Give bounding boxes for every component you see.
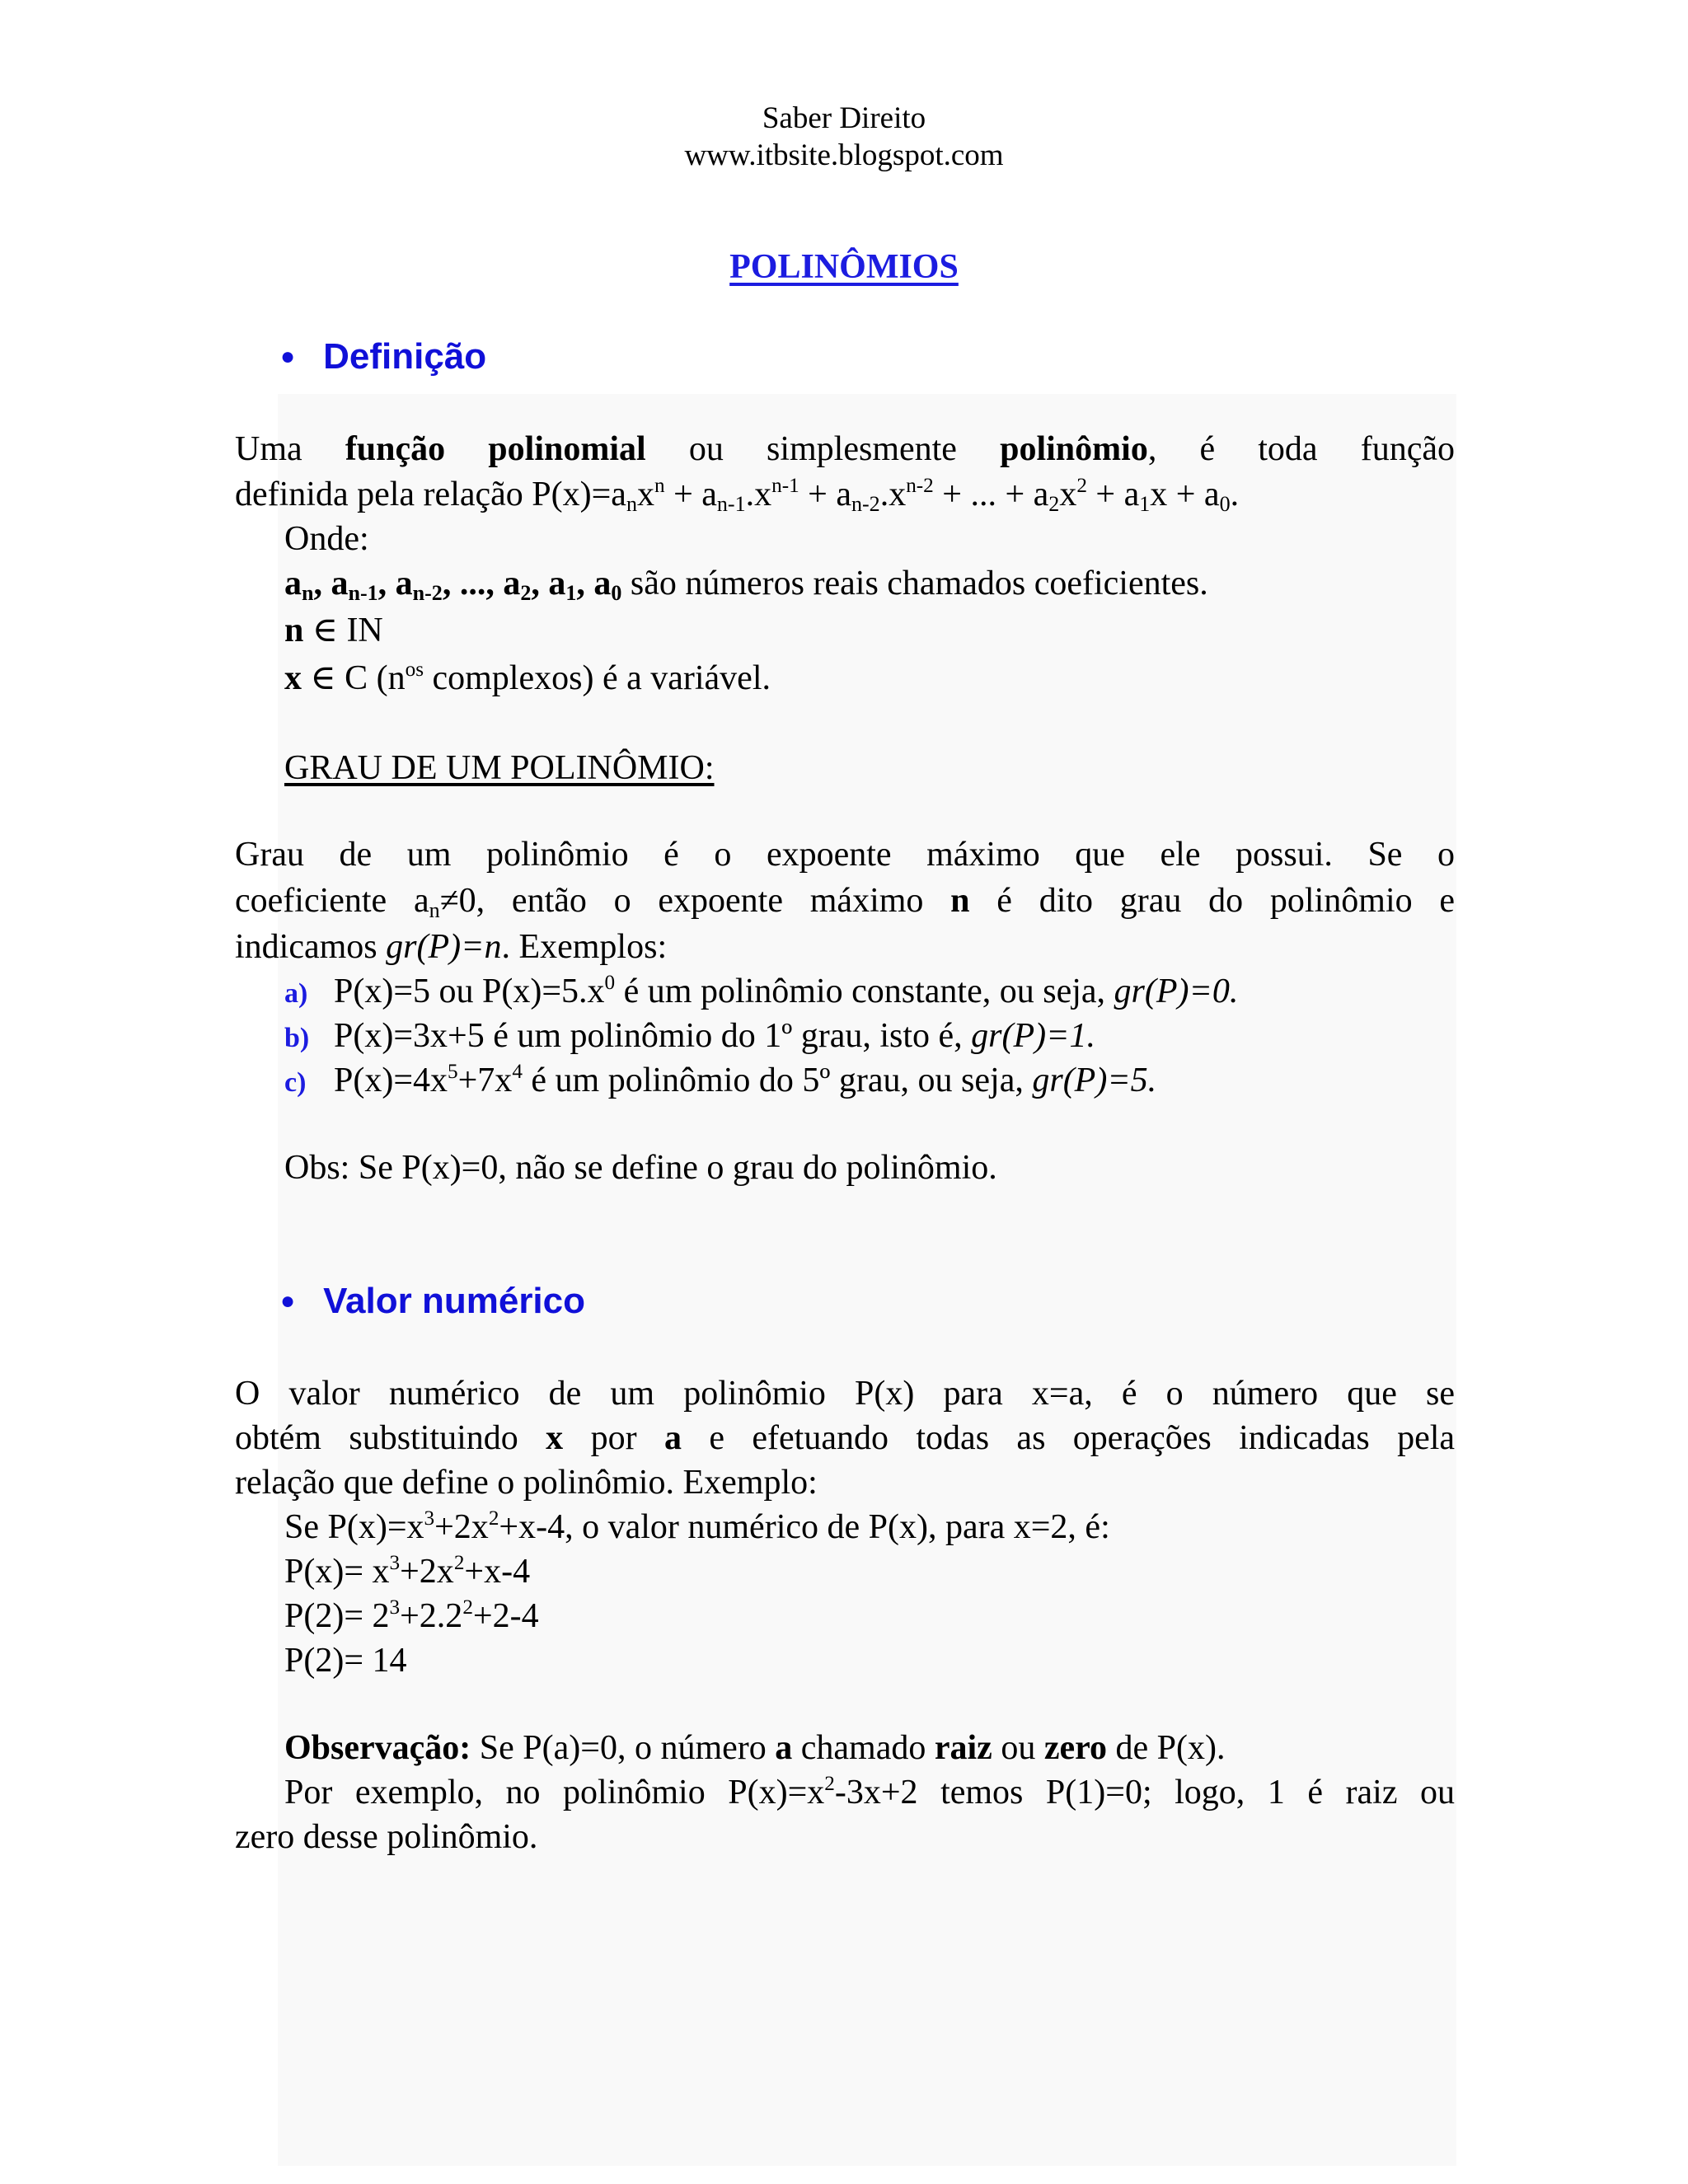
valor-line-1: O valor numérico de um polinômio P(x) para x=a, é o número que se bbox=[235, 1375, 1455, 1413]
x-domain-line: x ∈ C ($n^{os}$ complexos) é a variável. bbox=[284, 658, 771, 697]
grau-line-3: indicamos gr(P)=n. Exemplos: bbox=[235, 928, 668, 966]
grau-line-1: Grau de um polinômio é o expoente máximo que ele possui. Se o bbox=[235, 836, 1455, 874]
example-item-a: a) P(x)=5 ou $P(x)=5.x^0$ é um polinômio constante, ou seja, gr(P)=0. bbox=[284, 971, 1239, 1010]
grau-heading: GRAU DE UM POLINÔMIO: bbox=[284, 749, 715, 787]
coefficients-line: $a_n$, $a_{n-1}$, $a_{n-2}$, ..., $a_2$, $a_1$, $a_0$ são números reais chamados coeficientes. bbox=[284, 565, 1208, 605]
grau-line-2: coeficiente $a_n\ne 0$, então o expoente máximo n é dito grau do polinômio e bbox=[235, 882, 1456, 922]
example-line-1: Por exemplo, no polinômio $P(x)=x^2-3x+2$ temos P(1)=0; logo, 1 é raiz ou bbox=[284, 1772, 1455, 1811]
valor-line-3: relação que define o polinômio. Exemplo: bbox=[235, 1464, 818, 1502]
observacao-line: Observação: Se P(a)=0, o número a chamado raiz ou zero de P(x). bbox=[284, 1729, 1226, 1767]
grau-obs: Obs: Se P(x)=0, não se define o grau do polinômio. bbox=[284, 1149, 997, 1187]
heading-text: Definição bbox=[323, 336, 487, 377]
example-item-c: c) $P(x)=4x^5+7x^4$ é um polinômio do 5º grau, ou seja, gr(P)=5. bbox=[284, 1060, 1157, 1099]
bullet-icon: ● bbox=[280, 1287, 296, 1315]
calc-result: P(2)= 14 bbox=[284, 1642, 407, 1680]
definition-formula: definida pela relação $P(x)=a_nx^n + a_{n-1}.x^{n-1} + a_{n-2}.x^{n-2}$ + ... + $a_2x^2 + a_1x + a_0$. bbox=[235, 474, 1240, 516]
onde-label: Onde: bbox=[284, 520, 369, 558]
bullet-icon: ● bbox=[280, 343, 296, 370]
site-name: Saber Direito bbox=[762, 101, 926, 135]
definition-line-1: Uma função polinomial ou simplesmente polinômio, é toda função bbox=[235, 430, 1455, 468]
site-url: www.itbsite.blogspot.com bbox=[684, 138, 1004, 172]
example-line-2: zero desse polinômio. bbox=[235, 1818, 538, 1856]
example-item-b: b) P(x)=3x+5 é um polinômio do 1º grau, isto é, gr(P)=1. bbox=[284, 1017, 1095, 1055]
n-domain-line: n ∈ IN bbox=[284, 612, 383, 649]
section-heading-valor bbox=[280, 1281, 585, 1322]
section-heading-definicao bbox=[280, 336, 486, 377]
page-title[interactable]: POLINÔMIOS bbox=[729, 248, 959, 286]
valor-line-4: Se $P(x)=x^3+2x^2+x-4$, o valor numérico de P(x), para x=2, é: bbox=[284, 1507, 1110, 1546]
heading-text: Valor numérico bbox=[323, 1281, 586, 1321]
valor-line-2: obtém substituindo x por a e efetuando todas as operações indicadas pela bbox=[235, 1419, 1456, 1457]
calc-step-1: $P(x)= x^3+2x^2+x-4$ bbox=[284, 1551, 531, 1591]
calc-step-2: $P(2)= 2^3+2.2^2+2-4$ bbox=[284, 1596, 539, 1635]
